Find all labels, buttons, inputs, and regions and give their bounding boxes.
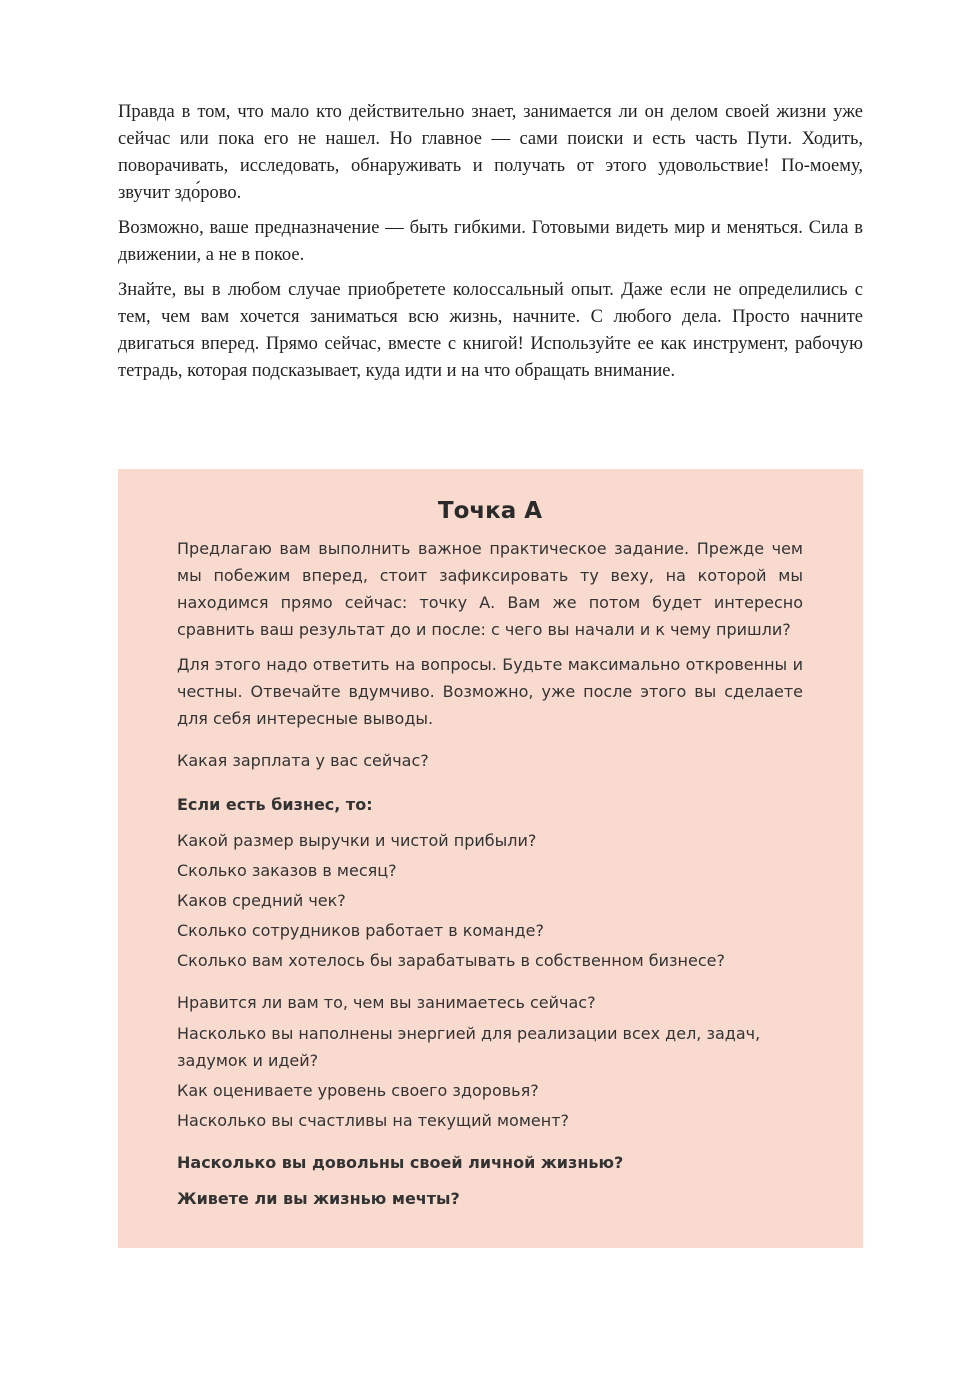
exercise-paragraph: Предлагаю вам выполнить важное практическое задание. Прежде чем мы побежим вперед, стоит зафиксировать ту веху, на которой мы находимся прямо сейчас: точку А. Вам же потом будет интересно сравнить ваш результат до и после: с чего вы начали и к чему пришли? [177, 539, 803, 639]
business-question: Какой размер выручки и чистой прибыли? [177, 831, 537, 850]
business-question: Сколько сотрудников работает в команде? [177, 921, 544, 940]
business-question: Сколько заказов в месяц? [177, 861, 397, 880]
intro-paragraph: Правда в том, что мало кто действительно знает, занимается ли он делом своей жизни уже сейчас или пока его не нашел. Но главное — сами поиски и есть часть Пути. Ходить, поворачивать, исследовать, обнаруживать и получать от этого удовольствие! По-моему, звучит здо́рово. [118, 102, 863, 203]
intro-paragraph: Возможно, ваше предназначение — быть гибкими. Готовыми видеть мир и меняться. Сила в движении, а не в покое. [118, 218, 863, 265]
exercise-title: Точка А [437, 498, 543, 524]
spacer [177, 976, 803, 988]
life-question: Нравится ли вам то, чем вы занимаетесь сейчас? [177, 993, 596, 1012]
exercise-paragraph: Для этого надо ответить на вопросы. Будьте максимально откровенны и честны. Отвечайте вдумчиво. Возможно, уже после этого вы сделаете для себя интересные выводы. [177, 655, 803, 728]
business-question: Сколько вам хотелось бы зарабатывать в собственном бизнесе? [177, 951, 725, 970]
intro-paragraph: Знайте, вы в любом случае приобретете колоссальный опыт. Даже если не определились с тем, чем вам хочется заниматься всю жизнь, начните. С любого дела. Просто начните двигаться вперед. Прямо сейчас, вместе с книгой! Используйте ее как инструмент, рабочую тетрадь, которая подсказывает, куда идти и на что обращать внимание. [118, 280, 863, 381]
spacer [177, 776, 803, 790]
business-question: Каков средний чек? [177, 891, 346, 910]
business-heading: Если есть бизнес, то: [177, 795, 373, 814]
bold-question: Насколько вы довольны своей личной жизнью? [177, 1153, 624, 1172]
spacer [177, 1136, 803, 1148]
salary-question: Какая зарплата у вас сейчас? [177, 751, 429, 770]
intro-text [118, 99, 863, 393]
exercise-box [118, 469, 863, 1248]
exercise-content [177, 495, 803, 1214]
life-question: Насколько вы счастливы на текущий момент? [177, 1111, 570, 1130]
life-question: Как оцениваете уровень своего здоровья? [177, 1081, 539, 1100]
life-question: Насколько вы наполнены энергией для реализации всех дел, задач, задумок и идей? [177, 1024, 761, 1070]
bold-question: Живете ли вы жизнью мечты? [177, 1189, 460, 1208]
